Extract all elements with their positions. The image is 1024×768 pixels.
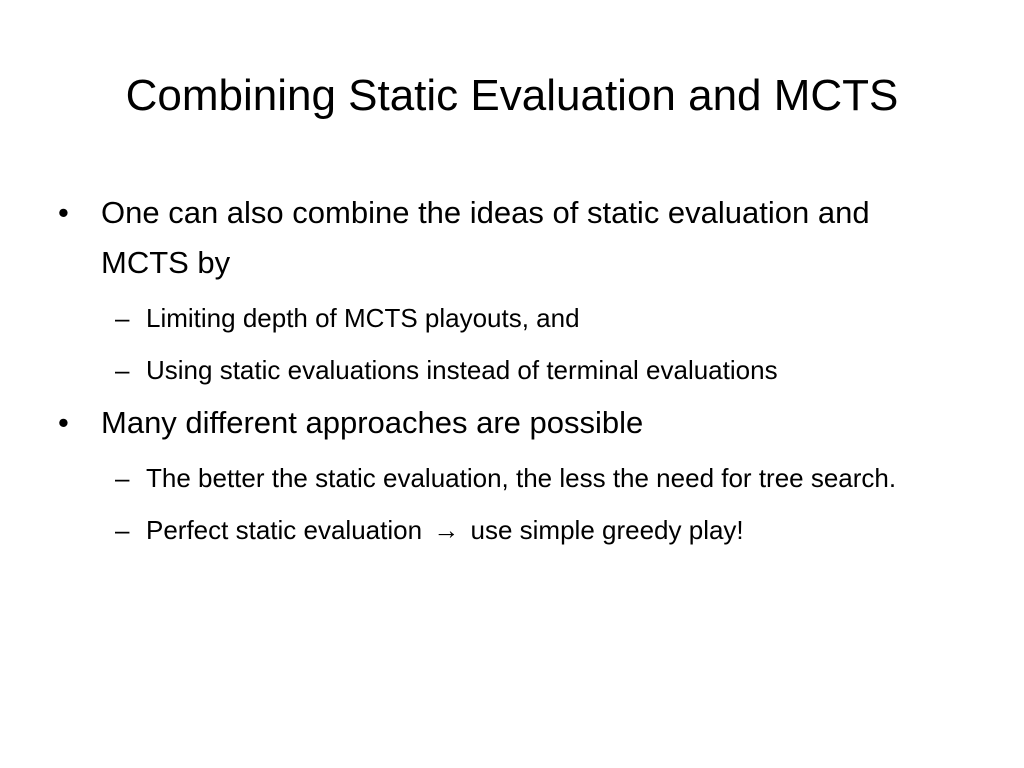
right-arrow-icon: →	[433, 515, 460, 545]
sub-bullet-text-before-arrow: Perfect static evaluation	[146, 515, 423, 545]
dash-icon: –	[115, 463, 130, 493]
dash-icon: –	[115, 515, 130, 545]
sub-bullet-point	[58, 456, 958, 500]
slide-body	[58, 188, 958, 552]
sub-bullet-text: The better the static evaluation, the less the need for tree search.	[146, 463, 897, 493]
sub-bullet-point	[58, 348, 958, 392]
bullet-icon: •	[58, 195, 69, 230]
bullet-point	[58, 188, 958, 288]
sub-bullet-point	[58, 296, 958, 340]
sub-bullet-text-after-arrow: use simple greedy play!	[470, 515, 744, 545]
dash-icon: –	[115, 355, 130, 385]
slide-title: Combining Static Evaluation and MCTS	[125, 71, 899, 120]
dash-icon: –	[115, 303, 130, 333]
sub-bullet-text: Using static evaluations instead of terminal evaluations	[146, 355, 778, 385]
bullet-icon: •	[58, 405, 69, 440]
bullet-point	[58, 398, 958, 448]
sub-bullet-point	[58, 508, 958, 552]
bullet-text: One can also combine the ideas of static evaluation and MCTS by	[101, 195, 870, 280]
sub-bullet-text: Limiting depth of MCTS playouts, and	[146, 303, 580, 333]
bullet-text: Many different approaches are possible	[101, 405, 644, 440]
